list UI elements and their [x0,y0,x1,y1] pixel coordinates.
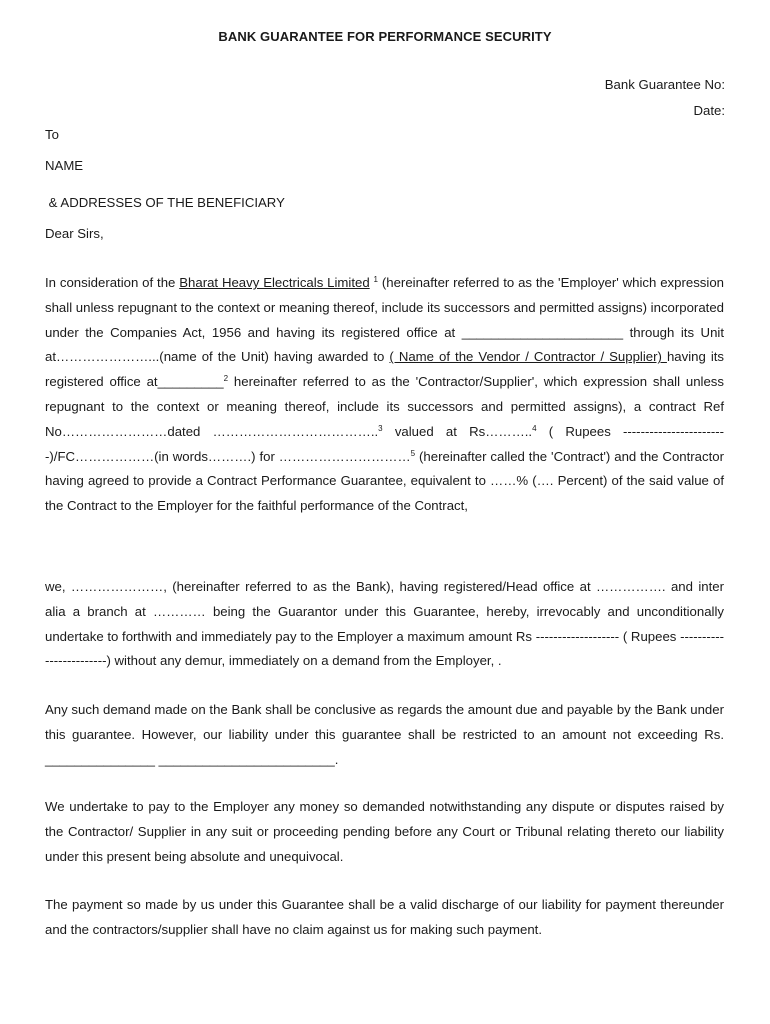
consideration-paragraph [45,271,724,519]
p1-text-1: In consideration of the [45,275,180,290]
addressee-name: NAME [45,158,84,173]
p1-text-7: (hereinafter called the 'Contract') and the Contractor having agreed to provide a Contract Performance Guarantee, equivalent to ……% (…. Percent) of the said value of the Contract to the Employer for the faithful performance of the Contract, [45,448,724,514]
demand-paragraph: Any such demand made on the Bank shall be conclusive as regards the amount due and payable by the Bank under this guarantee. However, our liability under this guarantee shall be restricted to an amount not exceeding Rs. _______________ ________________________. [45,702,724,767]
addressee-to: To [45,127,59,142]
footnote-1: 1 [373,275,378,284]
p1-text-4: hereinafter referred to as the 'Contractor/Supplier', which expression shall unless repugnant to the context or meaning thereof, include its successors and permitted assigns), a contract Ref No……………………dated ……………………………….. [45,374,724,439]
employer-name: Bharat Heavy Electricals Limited [179,275,370,290]
dispute-paragraph: We undertake to pay to the Employer any money so demanded notwithstanding any dispute or disputes raised by the Contractor/ Supplier in any suit or proceeding pending before any Court or Tribunal relating thereto our liability under this present being absolute and unequivocal. [45,799,724,864]
guarantee-number-label: Bank Guarantee No: [604,77,725,92]
salutation: Dear Sirs, [45,226,104,241]
footnote-2: 2 [223,374,229,384]
undertaking-paragraph: we, …………………, (hereinafter referred to as the Bank), having registered/Head office at ……………. and inter alia a branch at ………… being the Guarantor under this Guarantee, hereby, irrevocably and unconditionally undertake to forthwith and immediately pay to the Employer a maximum amount Rs ------------------- ( Rupees ------------------------) without any demur, immediately on a demand from the Employer, . [45,579,724,669]
p1-text-6: ( Rupees ------------------------)/FC………………(in words……….) for ………………………… [45,423,725,464]
payment-paragraph: The payment so made by us under this Guarantee shall be a valid discharge of our liability for payment thereunder and the contractors/supplier shall have no claim against us for making such payment. [45,897,724,937]
p1-text-2: (hereinafter referred to as the 'Employer' which expression shall unless repugnant to the context or meaning thereof, include its successors and permitted assigns) incorporated under the Companies Act, 1956 and having its registered office at ______________________ through its Unit at…………………...(name of the Unit) having awarded to [45,275,725,365]
footnote-5: 5 [410,448,416,458]
date-label: Date: [693,103,725,118]
addressee-addresses: & ADDRESSES OF THE BENEFICIARY [45,195,285,210]
p1-text-5: valued at Rs……….. [382,423,533,439]
footnote-3: 3 [378,423,383,433]
document-title: BANK GUARANTEE FOR PERFORMANCE SECURITY [218,29,552,44]
p1-text-3: having its registered office at_________ [45,349,725,390]
vendor-name-placeholder: ( Name of the Vendor / Contractor / Supplier) [389,349,667,365]
footnote-4: 4 [532,423,537,433]
